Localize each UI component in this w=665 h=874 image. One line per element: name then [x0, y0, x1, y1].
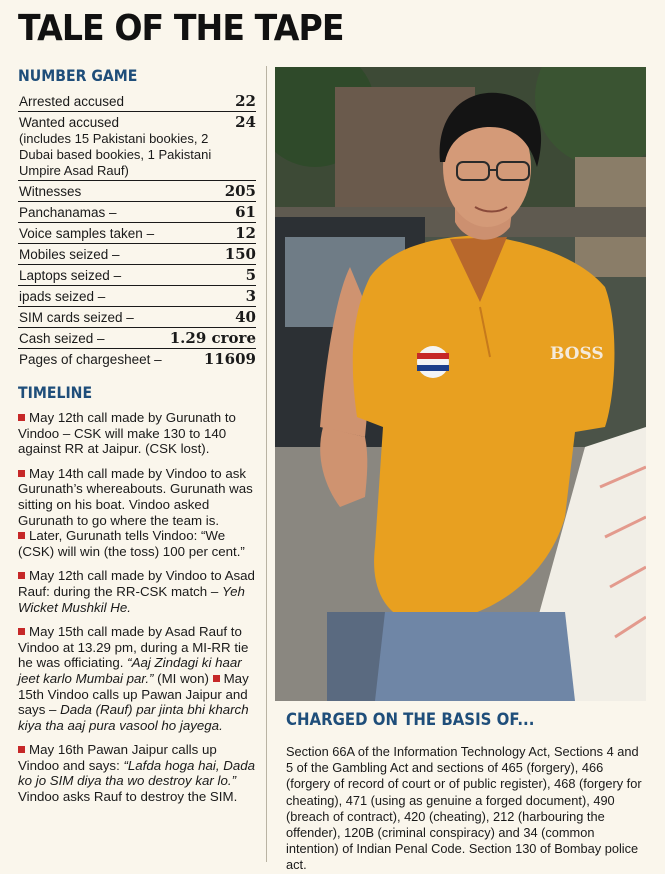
stat-row: [18, 328, 256, 349]
timeline-item: [18, 410, 256, 457]
stat-label: Arrested accused: [19, 94, 125, 109]
bullet-icon: [18, 572, 25, 579]
stat-value: 1.29 crore: [169, 329, 256, 347]
timeline-section: [18, 383, 256, 805]
stat-value: 5: [245, 266, 256, 284]
stat-value: 150: [224, 245, 256, 263]
stat-row: [18, 286, 256, 307]
timeline-item: [18, 568, 256, 615]
stat-label: SIM cards seized –: [19, 310, 134, 325]
bullet-icon: [213, 675, 220, 682]
stat-row: [18, 112, 256, 181]
stat-value: 12: [235, 224, 256, 242]
left-column: [18, 66, 256, 814]
photo-illustration: [275, 67, 646, 701]
timeline-text: May 12th call made by Gurunath to Vindoo – CSK will make 130 to 140 against RR at Jaipur. (CSK lost).: [18, 410, 236, 457]
timeline-text: May 14th call made by Vindoo to ask Gurunath’s whereabouts. Gurunath was sitting on his boat. Vindoo asked Gurunath to go where the team is.: [18, 465, 253, 528]
timeline-quote: Dada (Rauf) par jinta bhi kharch kiya tha aaj pura vasool ho jayega.: [18, 702, 249, 733]
stat-label: Wanted accused: [19, 115, 120, 130]
headline: TALE OF THE TAPE: [18, 8, 344, 49]
timeline-text: May 15th Vindoo calls up Pawan Jaipur and says –: [18, 670, 249, 718]
timeline-item: [18, 742, 256, 804]
stat-label-block: [19, 114, 229, 179]
timeline-item: [18, 466, 256, 560]
stat-label: Pages of chargesheet –: [19, 352, 162, 367]
shirt-logo: BOSS: [550, 344, 604, 364]
number-game-title: NUMBER GAME: [18, 66, 138, 85]
stat-value: 3: [245, 287, 256, 305]
bullet-icon: [18, 470, 25, 477]
stat-row: [18, 91, 256, 112]
charged-section: [286, 710, 648, 874]
stat-label: ipads seized –: [19, 289, 106, 304]
timeline-quote: “Lafda hoga hai, Dada ko jo SIM diya tha wo destroy kar lo.”: [18, 757, 256, 789]
timeline-text: Vindoo asks Rauf to destroy the SIM.: [18, 789, 238, 805]
charged-text: Section 66A of the Information Technology Act, Sections 4 and 5 of the Gambling Act and sections of 465 (forgery), 466 (forgery of record of court or of public register), 468 (forgery for cheating), 471 (using as genuine a forged document), 490 (breach of contract), 420 (cheating), 212 (harbouring the offender), 120B (criminal conspiracy) and 34 (common intention) of Indian Penal Code. Section 130 of Bombay police act.: [286, 744, 642, 873]
timeline-quote: “Aaj Zindagi ki haar jeet karlo Mumbai par.”: [18, 655, 242, 686]
stat-row: [18, 181, 256, 202]
charged-title: CHARGED ON THE BASIS OF...: [286, 710, 535, 730]
bullet-icon: [18, 532, 25, 539]
stat-row: [18, 223, 256, 244]
stat-row: [18, 307, 256, 328]
stat-row: [18, 202, 256, 223]
stat-value: 61: [235, 203, 256, 221]
stat-value: 40: [235, 308, 256, 326]
stat-value: 205: [224, 182, 256, 200]
timeline-text: (MI won): [153, 670, 213, 686]
stat-value: 11609: [203, 350, 256, 368]
timeline-title: TIMELINE: [18, 383, 93, 402]
bullet-icon: [18, 414, 25, 421]
stat-value: 24: [235, 113, 256, 131]
timeline-quote: Yeh Wicket Mushkil He.: [18, 583, 245, 615]
stat-label: Mobiles seized –: [19, 247, 120, 262]
stat-value: 22: [235, 92, 256, 110]
timeline-list: [18, 410, 256, 805]
column-divider: [266, 66, 267, 862]
stat-label: Laptops seized –: [19, 268, 122, 283]
stat-row: [18, 265, 256, 286]
stat-label: Voice samples taken –: [19, 226, 155, 241]
stat-row: [18, 244, 256, 265]
news-photo: [275, 67, 646, 701]
stat-label: Witnesses: [19, 184, 82, 199]
number-game-table: [18, 91, 256, 369]
timeline-text: Later, Gurunath tells Vindoo: “We (CSK) will win (the toss) 100 per cent.”: [18, 528, 245, 559]
stat-note: (includes 15 Pakistani bookies, 2 Dubai based bookies, 1 Pakistani Umpire Asad Rauf): [19, 131, 212, 178]
timeline-text: May 15th call made by Asad Rauf to Vindoo at 13.29 pm, during a MI-RR tie he was officiating.: [18, 624, 249, 671]
stat-row: [18, 349, 256, 369]
timeline-item: [18, 624, 256, 733]
timeline-text: May 12th call made by Vindoo to Asad Rauf: during the RR-CSK match –: [18, 568, 255, 599]
stat-label: Cash seized –: [19, 331, 105, 346]
bullet-icon: [18, 628, 25, 635]
timeline-text: May 16th Pawan Jaipur calls up Vindoo and says:: [18, 742, 217, 773]
bullet-icon: [18, 746, 25, 753]
stat-label: Panchanamas –: [19, 205, 117, 220]
